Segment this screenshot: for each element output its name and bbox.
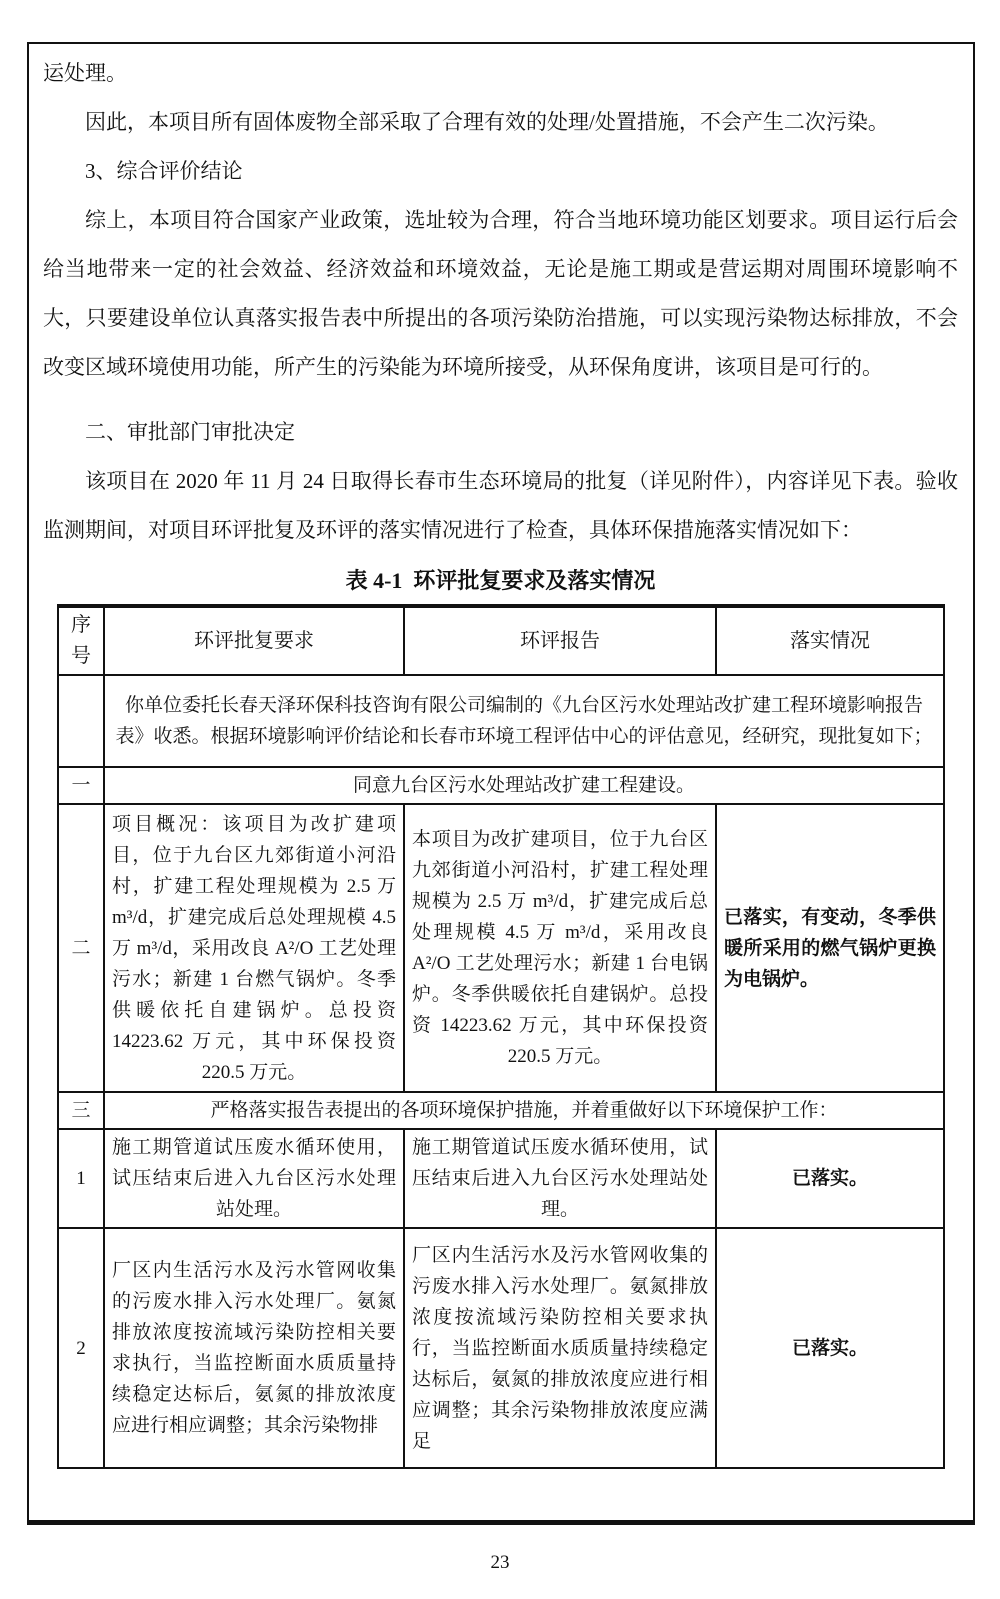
page-number: 23 <box>490 1552 510 1573</box>
row-item1-report-cell: 施工期管道试压废水循环使用，试压结束后进入九台区污水处理站处理。 <box>404 1129 716 1228</box>
row-one-text-cell: 同意九台区污水处理站改扩建工程建设。 <box>104 767 944 804</box>
row-three-text-cell: 严格落实报告表提出的各项环境保护措施，并着重做好以下环境保护工作： <box>104 1092 944 1129</box>
row-item2-status-cell: 已落实。 <box>716 1228 944 1468</box>
intro-row-seq-cell <box>58 675 104 767</box>
table-row-two <box>58 804 944 1092</box>
table-row-item2 <box>58 1228 944 1468</box>
page-border-frame <box>27 42 975 1525</box>
table-header-row <box>58 606 944 675</box>
heading-approval-decision: 二、审批部门审批决定 <box>85 420 295 444</box>
column-header-approval-requirement: 环评批复要求 <box>104 606 404 675</box>
paragraph-approval-intro: 该项目在 2020 年 11 月 24 日取得长春市生态环境局的批复（详见附件），内容详见下表。验收监测期间，对项目环评批复及环评的落实情况进行了检查，具体环保措施落实情况如下： <box>43 469 958 542</box>
paragraph-overall-conclusion: 综上，本项目符合国家产业政策，选址较为合理，符合当地环境功能区划要求。项目运行后会给当地带来一定的社会效益、经济效益和环境效益，无论是施工期或是营运期对周围环境影响不大，只要建设单位认真落实报告表中所提出的各项污染防治措施，可以实现污染物达标排放，不会改变区域环境使用功能，所产生的污染能为环境所接受，从环保角度讲，该项目是可行的。 <box>43 208 958 379</box>
approval-table <box>57 604 945 1469</box>
table-row-intro <box>58 675 944 767</box>
table-title: 表 4-1 环评批复要求及落实情况 <box>345 568 656 593</box>
row-item2-approval-cell: 厂区内生活污水及污水管网收集的污废水排入污水处理厂。氨氮排放浓度按流域污染防控相关要求执行，当监控断面水质质量持续稳定达标后，氨氮的排放浓度应进行相应调整；其余污染物排 <box>104 1228 404 1468</box>
column-header-implementation-status: 落实情况 <box>716 606 944 675</box>
row-three-seq-cell: 三 <box>58 1092 104 1129</box>
table-row-three <box>58 1092 944 1129</box>
table-row-item1 <box>58 1129 944 1228</box>
row-item2-seq-cell: 2 <box>58 1228 104 1468</box>
row-item2-report-cell: 厂区内生活污水及污水管网收集的污废水排入污水处理厂。氨氮排放浓度按流域污染防控相关要求执行，当监控断面水质质量持续稳定达标后，氨氮的排放浓度应进行相应调整；其余污染物排放浓度应满足 <box>404 1228 716 1468</box>
row-item1-approval-cell: 施工期管道试压废水循环使用，试压结束后进入九台区污水处理站处理。 <box>104 1129 404 1228</box>
row-item1-status-cell: 已落实。 <box>716 1129 944 1228</box>
row-two-approval-cell: 项目概况：该项目为改扩建项目，位于九台区九郊街道小河沿村，扩建工程处理规模为 2.5 万 m³/d，扩建完成后总处理规模 4.5 万 m³/d，采用改良 A²/O 工艺处理污水；新建 1 台燃气锅炉。冬季供暖依托自建锅炉。总投资 14223.62 万元，其中环保投资 220.5 万元。 <box>104 804 404 1092</box>
paragraph-solid-waste-conclusion: 因此，本项目所有固体废物全部采取了合理有效的处理/处置措施，不会产生二次污染。 <box>85 110 889 134</box>
row-two-report-cell: 本项目为改扩建项目，位于九台区九郊街道小河沿村，扩建工程处理规模为 2.5 万 m³/d，扩建完成后总处理规模 4.5 万 m³/d，采用改良 A²/O 工艺处理污水；新建 1 台电锅炉。冬季供暖依托自建锅炉。总投资 14223.62 万元，其中环保投资 220.5 万元。 <box>404 804 716 1092</box>
column-header-seq: 序号 <box>58 606 104 675</box>
intro-row-text-cell: 你单位委托长春天泽环保科技咨询有限公司编制的《九台区污水处理站改扩建工程环境影响报告表》收悉。根据环境影响评价结论和长春市环境工程评估中心的评估意见，经研究，现批复如下； <box>104 675 944 767</box>
table-row-one <box>58 767 944 804</box>
row-item1-seq-cell: 1 <box>58 1129 104 1228</box>
column-header-eia-report: 环评报告 <box>404 606 716 675</box>
paragraph-carryover: 运处理。 <box>43 61 127 85</box>
heading-overall-conclusion: 3、综合评价结论 <box>85 159 243 183</box>
row-two-status-cell: 已落实，有变动，冬季供暖所采用的燃气锅炉更换为电锅炉。 <box>716 804 944 1092</box>
row-two-seq-cell: 二 <box>58 804 104 1092</box>
row-one-seq-cell: 一 <box>58 767 104 804</box>
